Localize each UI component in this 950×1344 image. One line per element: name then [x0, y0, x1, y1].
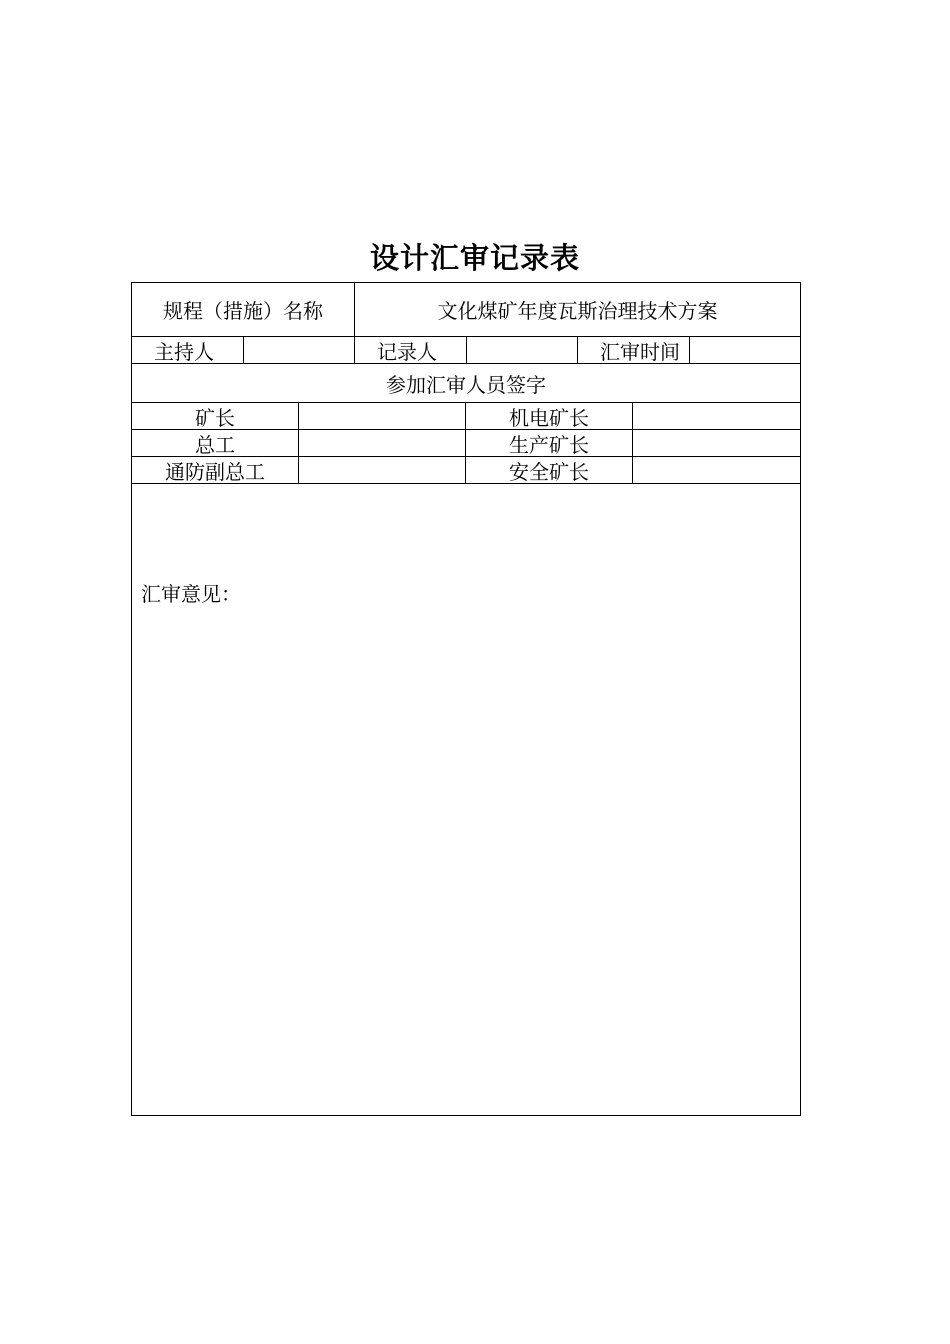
review-record-form [131, 282, 801, 1116]
participant-role: 总工 [132, 430, 299, 456]
signatures-header-row [132, 364, 800, 403]
participant-row [132, 403, 800, 430]
participant-signature-field[interactable] [299, 430, 466, 456]
participant-role: 机电矿长 [466, 403, 633, 429]
host-field[interactable] [244, 337, 355, 363]
participant-signature-field[interactable] [299, 457, 466, 483]
host-label: 主持人 [132, 337, 244, 363]
review-time-field[interactable] [690, 337, 800, 363]
review-time-label: 汇审时间 [578, 337, 690, 363]
review-opinion-label: 汇审意见： [141, 582, 241, 606]
participant-role: 通防副总工 [132, 457, 299, 483]
review-opinion-field[interactable] [141, 613, 789, 1103]
participant-row [132, 430, 800, 457]
participant-role: 生产矿长 [466, 430, 633, 456]
regulation-name-value[interactable]: 文化煤矿年度瓦斯治理技术方案 [437, 299, 718, 323]
recorder-field[interactable] [467, 337, 578, 363]
signatures-header: 参加汇审人员签字 [386, 372, 546, 397]
participant-signature-field[interactable] [633, 457, 800, 483]
host-recorder-row [132, 337, 800, 364]
participant-role: 矿长 [132, 403, 299, 429]
regulation-name-row [132, 283, 800, 337]
participant-signature-field[interactable] [299, 403, 466, 429]
participant-role: 安全矿长 [466, 457, 633, 483]
participant-row [132, 457, 800, 484]
regulation-name-label: 规程（措施）名称 [132, 283, 355, 336]
recorder-label: 记录人 [355, 337, 467, 363]
document-title: 设计汇审记录表 [369, 241, 580, 275]
participant-signature-field[interactable] [633, 403, 800, 429]
participant-signature-field[interactable] [633, 430, 800, 456]
